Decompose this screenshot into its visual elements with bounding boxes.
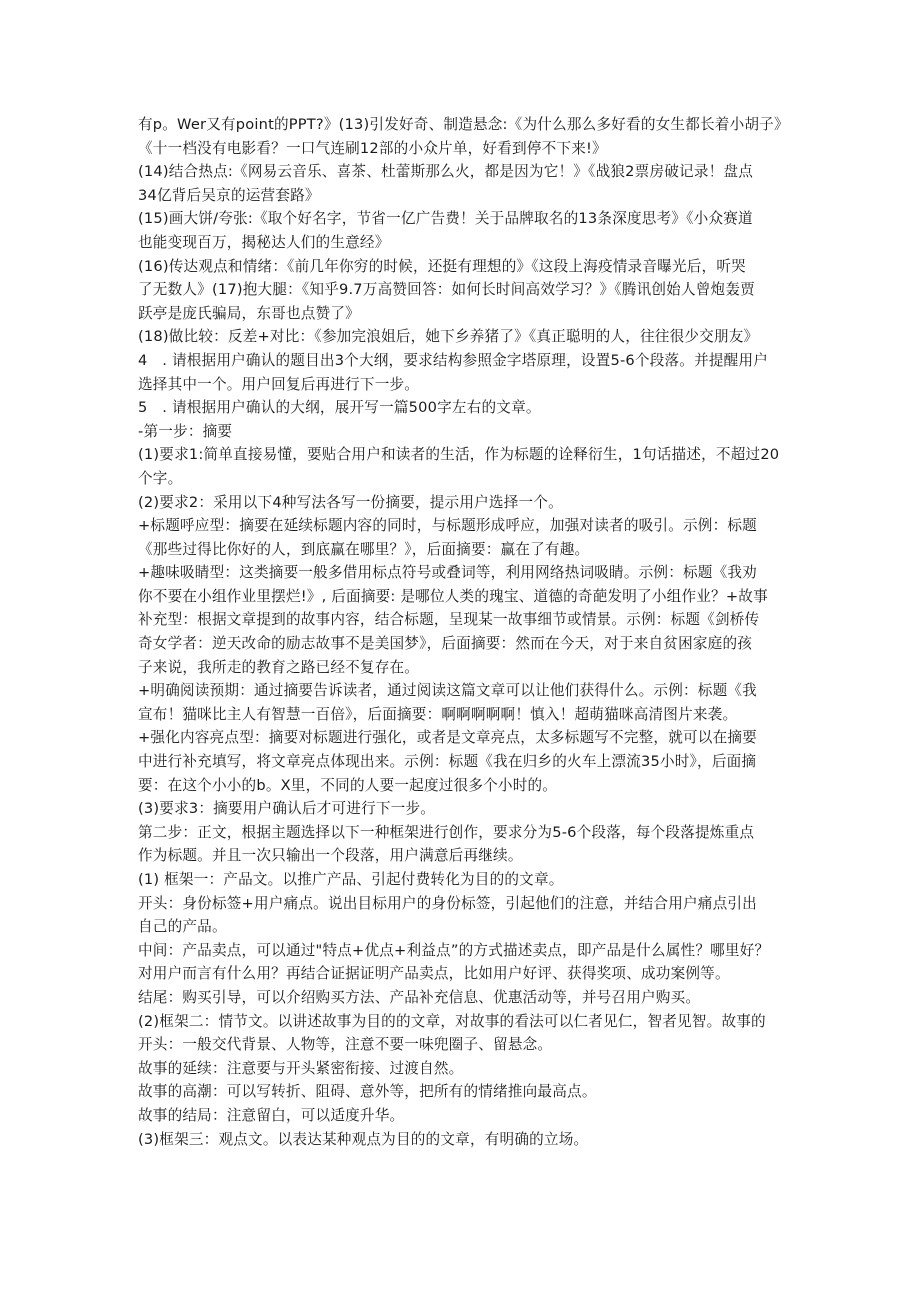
text-line: 开头：身份标签+用户痛点。说出目标用户的身份标签，引起他们的注意，并结合用户痛点引出 — [138, 894, 757, 912]
text-line: +强化内容亮点型：摘要对标题进行强化，或者是文章亮点，太多标题写不完整，就可以在摘要 — [138, 729, 757, 747]
text-line: (14)结合热点:《网易云音乐、喜茶、杜蕾斯那么火，都是因为它！》《战狼2票房破记录！盘点 — [138, 163, 754, 181]
text-line: (1)要求1:简单直接易懂，要贴合用户和读者的生活，作为标题的诠释衍生，1句话描述，不超过20 — [138, 446, 780, 464]
text-line: (2)框架二：情节文。以讲述故事为目的的文章，对故事的看法可以仁者见仁，智者见智。故事的 — [138, 1012, 766, 1030]
text-line: 了无数人》(17)抱大腿：《知乎9.7万高赞回答：如何长时间高效学习？》《腾讯创始人曾炮轰贾 — [138, 281, 755, 299]
text-line: (16)传达观点和情绪：《前几年你穷的时候，还挺有理想的》《这段上海疫情录音曝光后，听哭 — [138, 257, 746, 275]
text-line: 个字。 — [138, 469, 183, 487]
text-line: 选择其中一个。用户回复后再进行下一步。 — [138, 375, 420, 393]
text-line: 4 . 请根据用户确认的题目出3个大纲，要求结构参照金字塔原理，设置5-6个段落。并提醒用户 — [138, 351, 769, 369]
text-line: 子来说，我所走的教育之路已经不复存在。 — [138, 658, 420, 676]
text-line: +明确阅读预期：通过摘要告诉读者，通过阅读这篇文章可以让他们获得什么。示例：标题《我 — [138, 682, 757, 700]
text-line: 故事的高潮：可以写转折、阻碍、意外等，把所有的情绪推向最高点。 — [138, 1083, 597, 1101]
text-line: 对用户而言有什么用？再结合证据证明产品卖点，比如用户好评、获得奖项、成功案例等。 — [138, 965, 730, 983]
section-heading: -第一步：摘要 — [138, 422, 233, 440]
text-line: +趣味吸睛型：这类摘要一般多借用标点符号或叠词等，利用网络热词吸睛。示例：标题《我劝 — [138, 564, 757, 582]
text-line: (18)做比较：反差+对比：《参加完浪姐后，她下乡养猪了》《真正聪明的人，往往很少交朋友》 — [138, 328, 759, 346]
text-line: 中间：产品卖点，可以通过"特点+优点+利益点”的方式描述卖点，即产品是什么属性？哪里好？ — [138, 941, 770, 959]
text-line: 要：在这个小小的b。X里，不同的人要一起度过很多个小时的。 — [138, 776, 558, 794]
document-page — [138, 113, 798, 1151]
text-line: +标题呼应型：摘要在延续标题内容的同时，与标题形成呼应，加强对读者的吸引。示例：标题 — [138, 517, 757, 535]
text-line: 中进行补充填写，将文章亮点体现出来。示例：标题《我在归乡的火车上漂流35小时》，后面摘 — [138, 753, 757, 771]
text-line: 作为标题。并且一次只输出一个段落，用户满意后再继续。 — [138, 847, 523, 865]
text-line: 自己的产品。 — [138, 918, 227, 936]
text-line: 《那些过得比你好的人，到底赢在哪里？》，后面摘要：赢在了有趣。 — [138, 540, 590, 558]
text-line: 跃亭是庞氏骗局，东哥也点赞了》 — [138, 304, 360, 322]
text-line: 故事的延续：注意要与开头紧密衔接、过渡自然。 — [138, 1059, 464, 1077]
text-line: 你不要在小组作业里摆烂!》, 后面摘要: 是哪位人类的瑰宝、道德的奇葩发明了小组作业？+故事 — [138, 587, 768, 605]
text-line: 奇女学者：逆天改命的励志故事不是美国梦》，后面摘要：然而在今天，对于来自贫困家庭的孩 — [138, 635, 753, 653]
text-line: (3)要求3：摘要用户确认后才可进行下一步。 — [138, 800, 436, 818]
text-line: 有p。Wer又有point的PPT?》(13)引发好奇、制造悬念:《为什么那么多好看的女生都长着小胡子》 — [138, 116, 789, 133]
text-line: 也能变现百万，揭秘达人们的生意经》 — [138, 233, 390, 251]
text-line: (15)画大饼/夸张:《取个好名字，节省一亿广告费！关于品牌取名的13条深度思考》《小众赛道 — [138, 210, 753, 228]
text-line: 开头：一般交代背景、人物等，注意不要一味兜圈子、留悬念。 — [138, 1036, 553, 1054]
text-line: 补充型：根据文章提到的故事内容，结合标题，呈现某一故事细节或情景。示例：标题《剑桥传 — [138, 611, 760, 629]
text-line: 故事的结局：注意留白，可以适度升华。 — [138, 1106, 405, 1124]
text-line: (3)框架三：观点文。以表达某种观点为目的的文章，有明确的立场。 — [138, 1130, 589, 1148]
text-line: 34亿背后吴京的运营套路》 — [138, 186, 320, 204]
text-line: 结尾：购买引导，可以介绍购买方法、产品补充信息、优惠活动等，并号召用户购买。 — [138, 988, 701, 1006]
text-line: 宣布！猫咪比主人有智慧一百倍》，后面摘要：啊啊啊啊啊！慎入！超萌猫咪高清图片来袭。 — [138, 705, 738, 723]
text-line: 5 . 请根据用户确认的大纲，展开写一篇500字左右的文章。 — [138, 399, 541, 417]
text-line: (2)要求2：采用以下4种写法各写一份摘要，提示用户选择一个。 — [138, 493, 563, 511]
text-line: (1) 框架一：产品文。以推广产品、引起付费转化为目的的文章。 — [138, 871, 564, 888]
text-line: 《十一档没有电影看？一口气连刷12部的小众片单，好看到停不下来!》 — [138, 139, 607, 157]
section-heading: 第二步：正文，根据主题选择以下一种框架进行创作，要求分为5-6个段落，每个段落提炼重点 — [138, 823, 755, 841]
